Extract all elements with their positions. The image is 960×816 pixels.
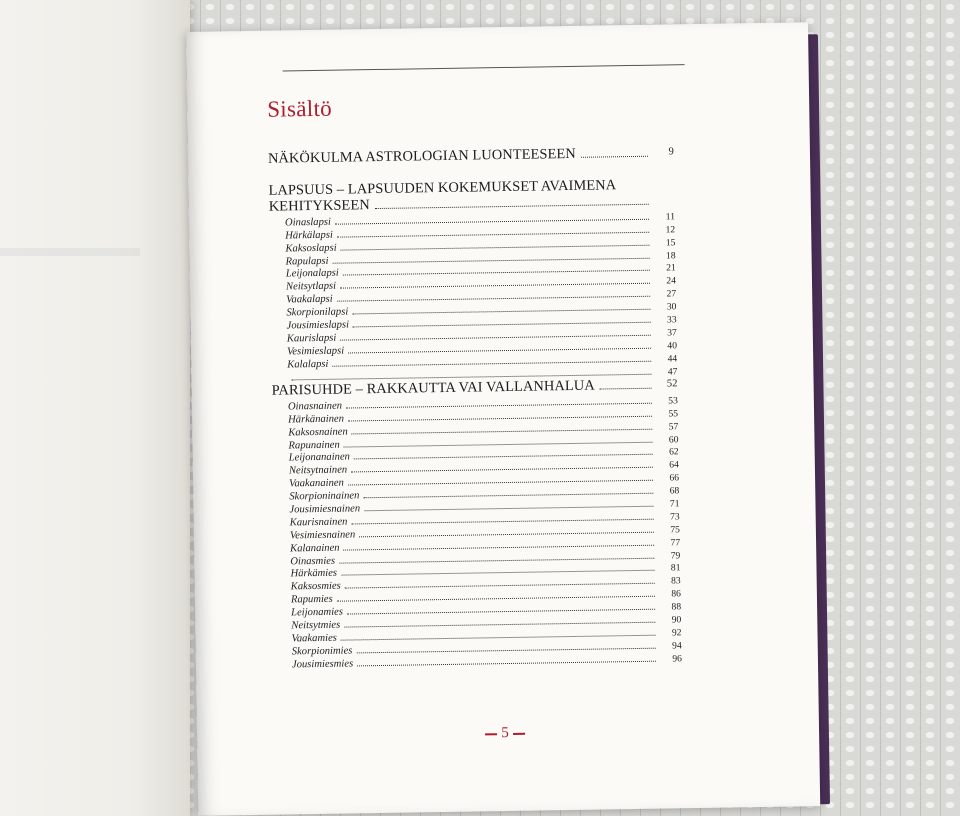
toc-entry-label: Oinasmies (290, 555, 336, 568)
toc-entry-page: 33 (666, 314, 677, 326)
toc-section (268, 144, 674, 166)
toc-entry-label: Vaakanainen (289, 477, 344, 490)
toc-entry-page: 53 (668, 395, 678, 407)
toc-entry-page: 62 (668, 446, 679, 458)
toc-entry-page: 64 (669, 459, 679, 471)
toc-entry-page: 79 (670, 549, 681, 562)
toc-entry-label: Neitsytlapsi (285, 281, 337, 293)
toc-entry-page: 68 (669, 485, 680, 497)
contents-page (186, 22, 820, 816)
dot-leader (600, 388, 652, 390)
toc-entry-label: Leijonalapsi (285, 268, 339, 280)
toc-entry-page: 77 (670, 536, 681, 549)
page-title: Sisältö (267, 95, 333, 122)
toc-entry-label: Oinasnainen (287, 400, 343, 413)
section-heading-text: PARISUHDE – RAKKAUTTA VAI VALLANHALUA (271, 377, 595, 399)
toc-entry-page: 94 (672, 640, 682, 652)
toc-entry-label: Rapulapsi (285, 255, 329, 268)
toc-entry-label: Jousimiesmies (291, 658, 354, 671)
section-page-number: 9 (668, 146, 675, 158)
toc-entry-label: Härkämies (290, 568, 338, 580)
toc-entry-label: Leijonanainen (288, 451, 351, 464)
page-number-text: 5 (501, 725, 509, 742)
toc-entry-label: Vesimieslapsi (286, 345, 345, 358)
section-heading-text: LAPSUUS – LAPSUUDEN KOKEMUKSET AVAIMENA (268, 177, 617, 199)
toc-entry-label: Kaurislapsi (286, 332, 337, 345)
toc-entry-label: Härkälapsi (285, 229, 333, 242)
toc-entry-page: 90 (671, 614, 682, 626)
toc-items (272, 393, 682, 670)
toc-section (268, 176, 677, 383)
toc-entry-page: 73 (669, 511, 680, 523)
toc-entry-page: 71 (669, 498, 680, 510)
toc-entry-page: 47 (667, 365, 678, 378)
top-rule (283, 64, 685, 71)
toc-entry-label: Oinaslapsi (284, 216, 332, 229)
toc-entry-label: Vesimiesnainen (289, 529, 356, 542)
toc-entry-page: 86 (671, 588, 681, 600)
toc-entry-label: Skorpionimies (291, 645, 353, 658)
toc-entry-page: 88 (671, 601, 682, 613)
bleed-through-mark (0, 188, 140, 256)
dot-leader (375, 204, 649, 209)
toc-entry-page: 27 (666, 288, 677, 300)
toc-items (269, 209, 678, 383)
toc-entry-page: 75 (670, 524, 680, 536)
page-number (465, 724, 545, 742)
toc-entry-label: Skorpioninainen (289, 490, 360, 503)
page-number-dash (485, 733, 497, 735)
section-heading (268, 176, 674, 214)
toc-entry-page: 83 (671, 575, 681, 587)
toc-entry-label: Kalanainen (290, 542, 340, 555)
page-number-dash (513, 732, 525, 734)
section-heading-text: NÄKÖKULMA ASTROLOGIAN LUONTEESEEN (267, 145, 576, 167)
toc-entry-page: 21 (666, 262, 676, 274)
toc-entry-label: Härkänainen (288, 413, 345, 426)
toc-entry-label: Kaksosnainen (288, 426, 348, 439)
toc-entry-page: 37 (667, 327, 677, 339)
section-page-number: 52 (666, 378, 678, 390)
toc-entry-label: Kaurisnainen (289, 516, 348, 529)
toc-entry-label: Kaksoslapsi (285, 242, 337, 255)
toc-entry-page: 11 (665, 211, 676, 223)
dot-leader (357, 660, 656, 666)
toc-section (272, 376, 682, 670)
toc-entry-label: Leijonamies (291, 606, 344, 619)
toc-entry-label: Neitsytmies (291, 619, 341, 632)
toc-entry-label: Skorpionilapsi (286, 306, 349, 319)
dot-leader (581, 156, 648, 158)
toc-entry-label: Rapumies (290, 594, 333, 606)
toc-entry-page: 81 (670, 562, 681, 574)
toc-entry-page: 96 (672, 652, 682, 665)
toc-entry-page: 15 (665, 237, 676, 249)
toc-entry-label: Kaksosmies (290, 580, 341, 593)
toc-entry-page: 60 (668, 433, 679, 446)
toc-entry-page: 92 (671, 627, 682, 639)
section-heading-text: KEHITYKSEEN (268, 197, 370, 215)
toc-entry-page: 40 (667, 340, 678, 352)
left-book-page (0, 0, 190, 816)
toc-entry-page: 30 (666, 301, 677, 313)
toc-entry-label: Jousimiesnainen (289, 503, 361, 516)
toc-entry-page: 44 (667, 353, 678, 365)
toc-entry-label: Vaakalapsi (286, 293, 333, 306)
toc-entry-page: 57 (668, 420, 679, 433)
section-heading (268, 144, 674, 166)
toc-entry-page: 18 (665, 249, 676, 262)
toc-entry-page: 24 (666, 275, 677, 287)
toc-entry-label: Neitsytnainen (288, 464, 348, 477)
toc-entry-page: 66 (669, 472, 680, 484)
toc-entry-label: Jousimieslapsi (286, 319, 350, 332)
toc-entry-label: Kalalapsi (287, 358, 329, 371)
toc-entry-label: Vaakamies (291, 632, 337, 645)
toc-entry-label: Rapunainen (288, 439, 340, 452)
toc-entry-page: 12 (665, 224, 676, 236)
toc-entry-page: 55 (668, 408, 679, 420)
